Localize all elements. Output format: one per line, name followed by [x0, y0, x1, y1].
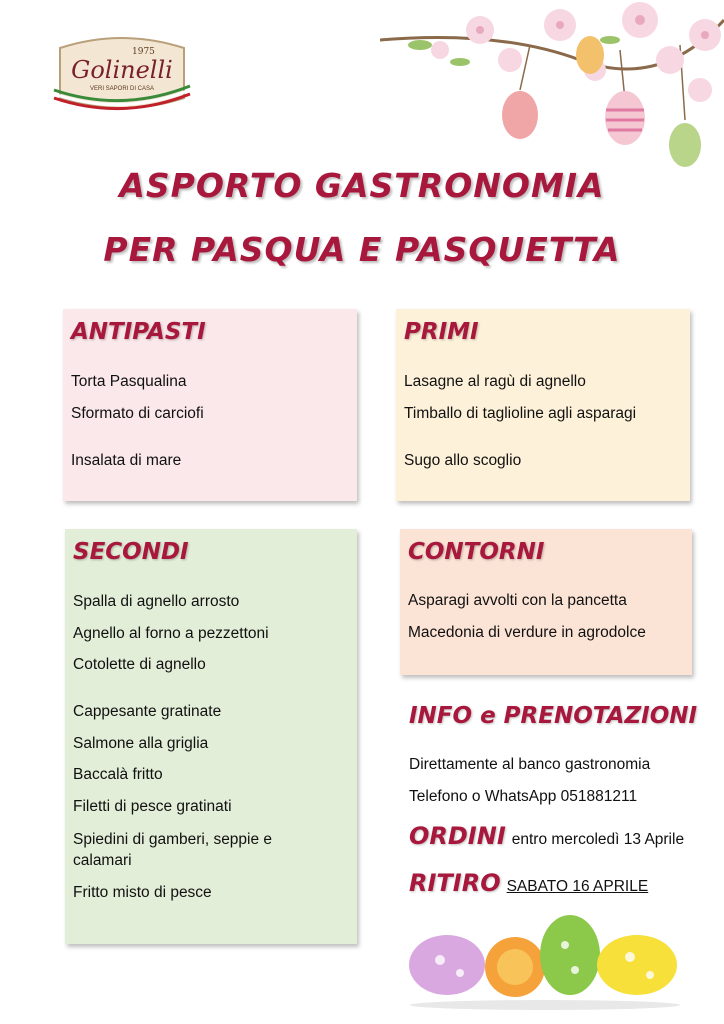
green-egg-icon: [540, 915, 600, 995]
menu-item: calamari: [73, 852, 132, 869]
purple-egg-icon: [409, 935, 485, 995]
menu-item: Baccalà fritto: [73, 766, 163, 783]
page-title-line1: ASPORTO GASTRONOMIA: [119, 166, 605, 205]
ordini-text: entro mercoledì 13 Aprile: [511, 831, 685, 848]
primi-box: [396, 309, 690, 501]
menu-item: Sformato di carciofi: [71, 405, 204, 422]
yellow-egg-icon: [597, 935, 677, 995]
menu-item: Lasagne al ragù di agnello: [404, 373, 586, 390]
primi-heading: PRIMI: [404, 319, 479, 345]
info-heading: INFO e PRENOTAZIONI: [409, 703, 698, 729]
antipasti-box: [63, 309, 357, 501]
logo-tagline: VERI SAPORI DI CASA: [89, 86, 155, 92]
info-line: Direttamente al banco gastronomia: [409, 756, 651, 773]
menu-item: Macedonia di verdure in agrodolce: [408, 624, 646, 641]
menu-item: Spiedini di gamberi, seppie e: [73, 831, 273, 848]
page-title-line2: PER PASQUA E PASQUETTA: [103, 230, 621, 269]
ritiro-label: RITIRO: [409, 869, 501, 897]
logo-year: 1975: [132, 47, 155, 57]
secondi-box: [65, 529, 357, 944]
menu-item: Filetti di pesce gratinati: [73, 798, 232, 815]
ritiro-date: SABATO 16 APRILE: [506, 878, 649, 895]
menu-item: Asparagi avvolti con la pancetta: [408, 592, 627, 609]
pink-egg-icon: [502, 91, 538, 139]
contorni-heading: CONTORNI: [408, 539, 545, 565]
menu-item: Fritto misto di pesce: [73, 884, 212, 901]
menu-item: Agnello al forno a pezzettoni: [73, 625, 269, 642]
easter-eggs-illustration: [405, 905, 685, 1010]
logo-brand: Golinelli: [71, 56, 173, 84]
menu-item: Salmone alla griglia: [73, 735, 209, 752]
yellow-egg-icon: [576, 36, 604, 74]
secondi-heading: SECONDI: [73, 539, 189, 565]
menu-item: Spalla di agnello arrosto: [73, 593, 240, 610]
menu-item: Cotolette di agnello: [73, 656, 206, 673]
blossom-branch-decoration: [380, 0, 724, 180]
ordini-row: [409, 822, 684, 850]
contorni-box: [400, 529, 692, 675]
striped-egg-icon: [605, 91, 645, 145]
menu-item: Cappesante gratinate: [73, 703, 222, 720]
menu-item: Torta Pasqualina: [71, 373, 187, 390]
menu-item: Sugo allo scoglio: [404, 452, 522, 469]
ordini-label: ORDINI: [409, 822, 506, 850]
menu-item: Timballo di taglioline agli asparagi: [404, 405, 637, 422]
golinelli-logo: [52, 28, 192, 118]
ritiro-row: [409, 869, 648, 897]
green-egg-icon: [669, 123, 701, 167]
menu-item: Insalata di mare: [71, 452, 182, 469]
antipasti-heading: ANTIPASTI: [71, 319, 206, 345]
info-phone: Telefono o WhatsApp 051881211: [409, 788, 638, 805]
